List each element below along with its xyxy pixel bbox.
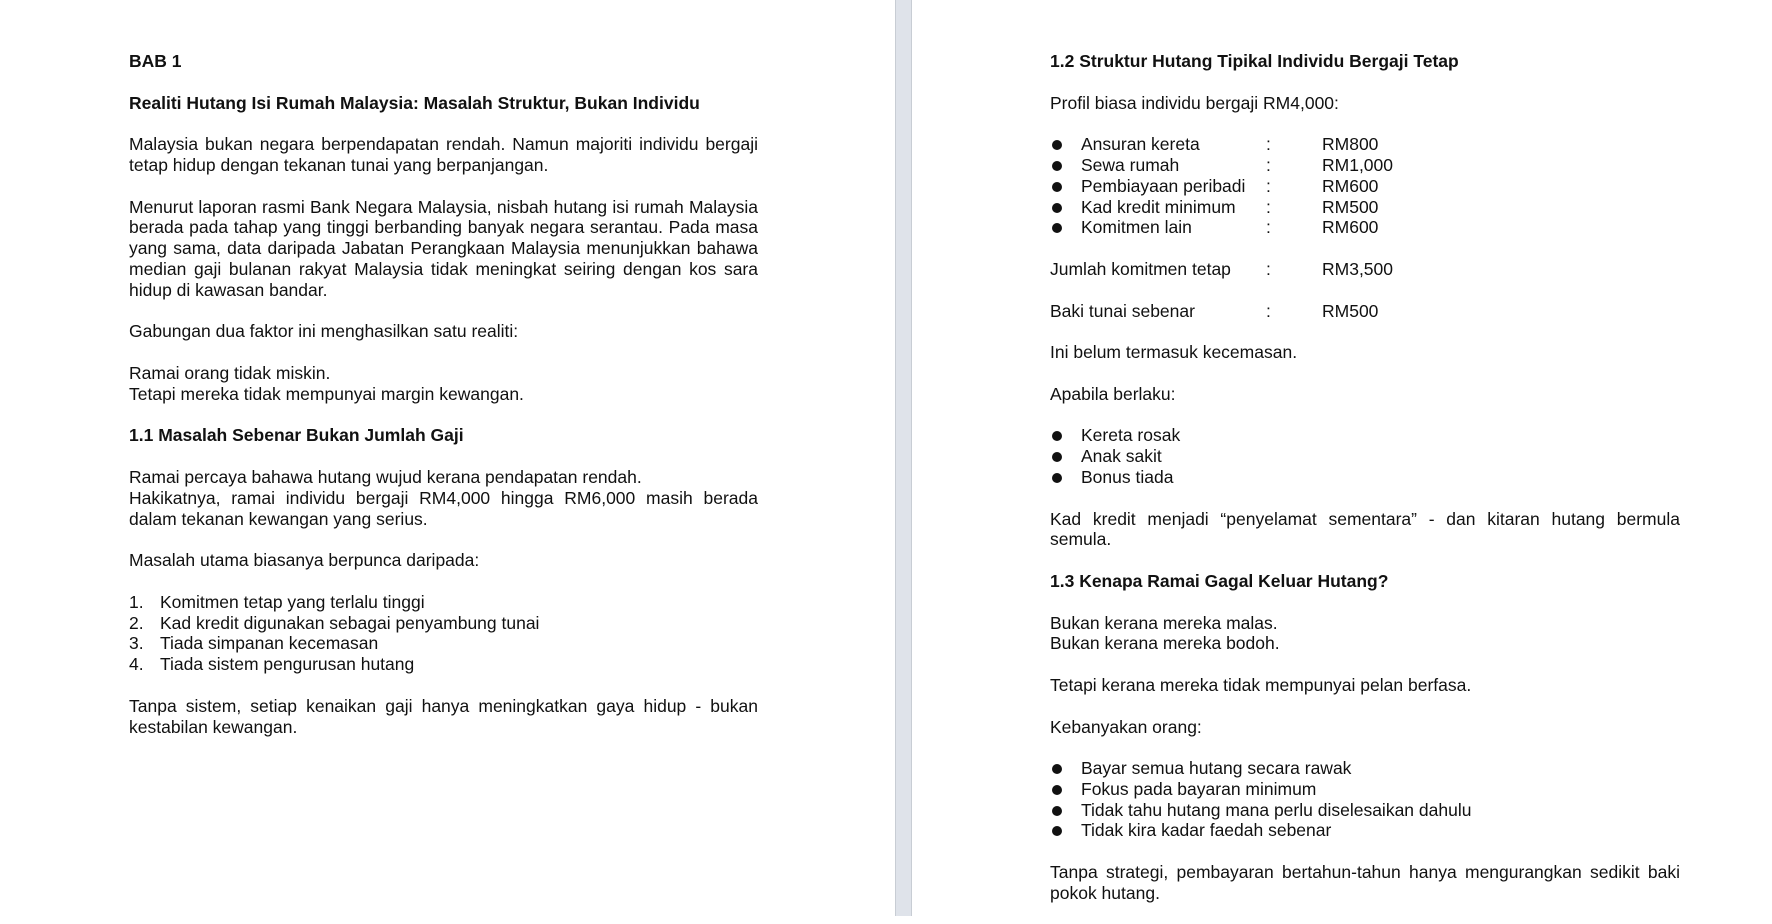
paragraph: Ini belum termasuk kecemasan. bbox=[1050, 342, 1298, 363]
list-item bbox=[1050, 446, 1680, 467]
list-item bbox=[1050, 779, 1680, 800]
commitment-value: RM500 bbox=[1322, 196, 1379, 217]
right-page-text-column bbox=[1050, 51, 1680, 924]
paragraph-line: Ramai percaya bahawa hutang wujud kerana pendapatan rendah. bbox=[129, 466, 642, 487]
commitment-label: Ansuran kereta bbox=[1081, 134, 1200, 155]
paragraph: Menurut laporan rasmi Bank Negara Malaysia, nisbah hutang isi rumah Malaysia berada pada tahap yang tinggi berbanding banyak negara serantau. Pada masa yang sama, data daripada Jabatan Perangkaan Malaysia menunjukkan bahawa median gaji bulanan rakyat Malaysia tidak meningkat seiring dengan kos sara hidup di kawasan bandar. bbox=[129, 196, 758, 300]
bullet-icon bbox=[1052, 161, 1062, 171]
list-item bbox=[129, 592, 758, 613]
separator: : bbox=[1266, 175, 1271, 196]
list-item bbox=[1050, 134, 1680, 155]
paragraph: Kad kredit menjadi “penyelamat sementara” - dan kitaran hutang bermula semula. bbox=[1050, 508, 1680, 550]
list-number: 3. bbox=[129, 633, 144, 654]
separator: : bbox=[1266, 154, 1271, 175]
separator: : bbox=[1266, 134, 1271, 155]
list-item-text: Fokus pada bayaran minimum bbox=[1081, 778, 1317, 799]
separator: : bbox=[1266, 217, 1271, 238]
list-item bbox=[1050, 467, 1680, 488]
cash-balance-row bbox=[1050, 301, 1680, 322]
list-item-text: Kereta rosak bbox=[1081, 425, 1181, 446]
list-item bbox=[1050, 155, 1680, 176]
page-gutter-divider bbox=[895, 0, 912, 916]
commitment-label: Pembiayaan peribadi bbox=[1081, 175, 1246, 196]
commitment-label: Kad kredit minimum bbox=[1081, 196, 1236, 217]
list-item-text: Anak sakit bbox=[1081, 446, 1162, 467]
list-item-text: Tiada simpanan kecemasan bbox=[160, 633, 379, 654]
list-item-text: Bayar semua hutang secara rawak bbox=[1081, 758, 1352, 779]
commitment-label: Komitmen lain bbox=[1081, 217, 1192, 238]
section-heading-1-3: 1.3 Kenapa Ramai Gagal Keluar Hutang? bbox=[1050, 570, 1389, 591]
commitment-value: RM800 bbox=[1322, 134, 1379, 155]
commitments-list bbox=[1050, 134, 1680, 238]
chapter-heading: BAB 1 bbox=[129, 51, 182, 71]
document-page-right bbox=[912, 0, 1772, 916]
commitment-value: RM600 bbox=[1322, 175, 1379, 196]
paragraph: Gabungan dua faktor ini menghasilkan satu realiti: bbox=[129, 321, 519, 342]
bullet-icon bbox=[1052, 806, 1062, 816]
total-value: RM3,500 bbox=[1322, 258, 1394, 279]
total-commitment-row bbox=[1050, 259, 1680, 280]
paragraph: Malaysia bukan negara berpendapatan rendah. Namun majoriti individu bergaji tetap hidup dengan tekanan tunai yang berpanjangan. bbox=[129, 134, 758, 175]
list-item bbox=[1050, 800, 1680, 821]
separator: : bbox=[1266, 258, 1271, 279]
paragraph: Profil biasa individu bergaji RM4,000: bbox=[1050, 92, 1339, 113]
bullet-icon bbox=[1052, 140, 1062, 150]
paragraph-line: Hakikatnya, ramai individu bergaji RM4,000 hingga RM6,000 masih berada dalam tekanan kewangan yang serius. bbox=[129, 487, 758, 529]
list-item-text: Bonus tiada bbox=[1081, 466, 1174, 487]
section-heading-1-1: 1.1 Masalah Sebenar Bukan Jumlah Gaji bbox=[129, 425, 464, 446]
list-item bbox=[1050, 217, 1680, 238]
list-item-text: Komitmen tetap yang terlalu tinggi bbox=[160, 591, 425, 612]
commitment-value: RM600 bbox=[1322, 217, 1379, 238]
balance-value: RM500 bbox=[1322, 300, 1379, 321]
list-item-text: Tiada sistem pengurusan hutang bbox=[160, 654, 415, 675]
paragraph bbox=[1050, 613, 1680, 655]
list-item-text: Tidak kira kadar faedah sebenar bbox=[1081, 820, 1332, 841]
bullet-icon bbox=[1052, 452, 1062, 462]
separator: : bbox=[1266, 196, 1271, 217]
commitment-value: RM1,000 bbox=[1322, 154, 1394, 175]
list-item bbox=[1050, 425, 1680, 446]
paragraph: Tanpa sistem, setiap kenaikan gaji hanya meningkatkan gaya hidup - bukan kestabilan kewangan. bbox=[129, 695, 758, 737]
list-number: 1. bbox=[129, 591, 144, 612]
left-page-text-column bbox=[129, 51, 758, 758]
paragraph-line: Bukan kerana mereka malas. bbox=[1050, 612, 1278, 633]
numbered-list bbox=[129, 592, 758, 675]
balance-label: Baki tunai sebenar bbox=[1050, 300, 1195, 321]
bullet-icon bbox=[1052, 182, 1062, 192]
section-heading-1-2: 1.2 Struktur Hutang Tipikal Individu Bergaji Tetap bbox=[1050, 51, 1459, 71]
chapter-title: Realiti Hutang Isi Rumah Malaysia: Masalah Struktur, Bukan Individu bbox=[129, 92, 700, 113]
list-item bbox=[1050, 820, 1680, 841]
list-number: 2. bbox=[129, 612, 144, 633]
bullet-icon bbox=[1052, 223, 1062, 233]
bullet-icon bbox=[1052, 785, 1062, 795]
commitment-label: Sewa rumah bbox=[1081, 154, 1180, 175]
list-item bbox=[129, 633, 758, 654]
list-item-text: Kad kredit digunakan sebagai penyambung tunai bbox=[160, 612, 540, 633]
bullet-icon bbox=[1052, 764, 1062, 774]
list-item bbox=[1050, 176, 1680, 197]
paragraph: Kebanyakan orang: bbox=[1050, 716, 1202, 737]
bullet-icon bbox=[1052, 826, 1062, 836]
paragraph: Masalah utama biasanya berpunca daripada: bbox=[129, 550, 480, 571]
habits-list bbox=[1050, 758, 1680, 841]
list-number: 4. bbox=[129, 654, 144, 675]
list-item bbox=[1050, 197, 1680, 218]
paragraph bbox=[129, 363, 758, 405]
events-list bbox=[1050, 425, 1680, 487]
list-item-text: Tidak tahu hutang mana perlu diselesaikan dahulu bbox=[1081, 799, 1472, 820]
bullet-icon bbox=[1052, 473, 1062, 483]
bullet-icon bbox=[1052, 431, 1062, 441]
paragraph-line: Tetapi mereka tidak mempunyai margin kewangan. bbox=[129, 383, 524, 404]
paragraph-line: Bukan kerana mereka bodoh. bbox=[1050, 633, 1280, 654]
total-label: Jumlah komitmen tetap bbox=[1050, 258, 1231, 279]
list-item bbox=[129, 613, 758, 634]
list-item bbox=[1050, 758, 1680, 779]
paragraph bbox=[129, 467, 758, 529]
paragraph: Apabila berlaku: bbox=[1050, 383, 1176, 404]
paragraph: Tanpa strategi, pembayaran bertahun-tahun hanya mengurangkan sedikit baki pokok hutang. bbox=[1050, 862, 1680, 903]
paragraph-line: Ramai orang tidak miskin. bbox=[129, 362, 331, 383]
paragraph: Tetapi kerana mereka tidak mempunyai pelan berfasa. bbox=[1050, 674, 1472, 695]
separator: : bbox=[1266, 300, 1271, 321]
list-item bbox=[129, 654, 758, 675]
bullet-icon bbox=[1052, 203, 1062, 213]
